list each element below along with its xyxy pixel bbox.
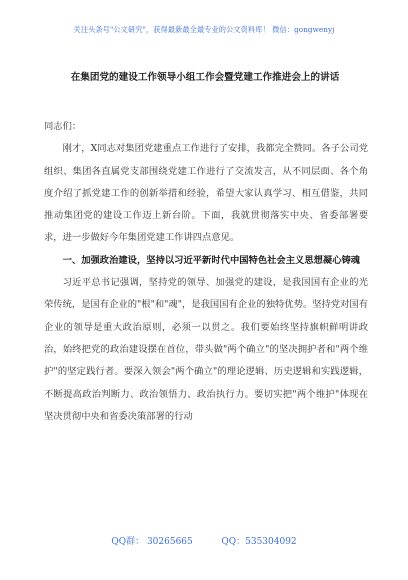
header-banner: 关注头条号"公文研究"，获得最新最全最专业的公文资料库！ 微信：gongwenyj	[73, 25, 335, 34]
intro-paragraph: 刚才，X同志对集团党建重点工作进行了安排，我都完全赞同。各子公司党组织、集团各直属党支部围绕党建工作进行了交流发言，从不同层面、各个角度介绍了抓党建工作的创新举措和经验，希望大家认真学习、相互借鉴，共同推动集团党的建设工作迈上新台阶。下面，我就贯彻落实中央、省委部署要求，进一步做好今年集团党建工作讲四点意见。	[44, 143, 368, 244]
section-paragraph: 习近平总书记强调，坚持党的领导、加强党的建设，是我国国有企业的光荣传统，是国有企业的"根"和"魂"，是我国国有企业的独特优势。坚持党对国有企业的领导是重大政治原则，必须一以贯之。我们要始终坚持旗帜鲜明讲政治，始终把党的政治建设摆在首位，带头做"两个确立"的坚决拥护者和"两个维护"的坚定践行者。要深入领会"两个确立"的理论逻辑、历史逻辑和实践逻辑，不断提高政治判断力、政治领悟力、政治执行力。要切实把"两个维护"体现在坚决贯彻中央和省委决策部署的行动	[44, 277, 368, 422]
document-body	[44, 116, 368, 428]
section-heading: 一、加强政治建设，坚持以习近平新时代中国特色社会主义思想凝心铸魂	[62, 254, 361, 266]
footer-contact: QQ群： 30265665 QQ：535304092	[111, 537, 297, 547]
salutation: 同志们：	[44, 121, 82, 132]
document-title: 在集团党的建设工作领导小组工作会暨党建工作推进会上的讲话	[70, 72, 340, 83]
